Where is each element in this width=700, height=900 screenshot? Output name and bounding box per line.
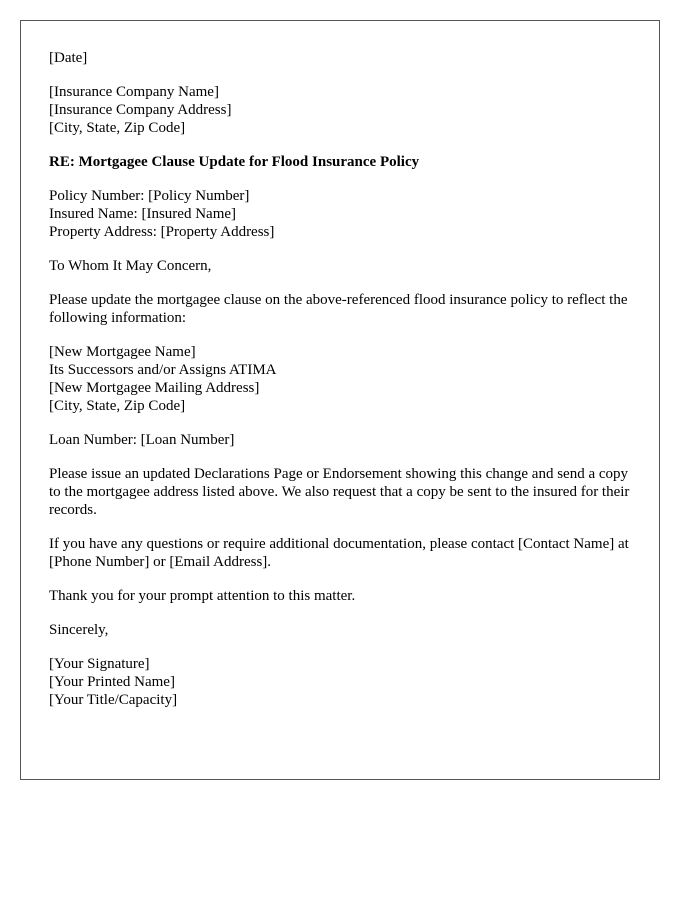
signature-placeholder: [Your Signature] <box>49 656 150 672</box>
closing-block <box>49 621 639 639</box>
subject-block <box>49 153 639 171</box>
mortgagee-successors: Its Successors and/or Assigns ATIMA <box>49 362 277 378</box>
signature-block <box>49 655 639 709</box>
date-block <box>49 49 639 67</box>
mortgagee-block <box>49 343 639 415</box>
salutation-block <box>49 257 639 275</box>
loan-number: Loan Number: [Loan Number] <box>49 432 235 448</box>
contact-paragraph-block <box>49 535 639 571</box>
letter-body <box>49 49 639 725</box>
closing: Sincerely, <box>49 622 109 638</box>
mortgagee-city-state-zip: [City, State, Zip Code] <box>49 398 186 414</box>
policy-details <box>49 187 639 241</box>
intro-paragraph: Please update the mortgagee clause on the above-referenced flood insurance policy to reflect the following information: <box>49 292 628 326</box>
letter-date: [Date] <box>49 50 88 66</box>
mortgagee-name: [New Mortgagee Name] <box>49 344 196 360</box>
recipient-company-address: [Insurance Company Address] <box>49 102 232 118</box>
subject-line: RE: Mortgagee Clause Update for Flood Insurance Policy <box>49 154 420 170</box>
recipient-city-state-zip: [City, State, Zip Code] <box>49 120 186 136</box>
letter-page <box>20 20 660 780</box>
loan-number-block <box>49 431 639 449</box>
salutation: To Whom It May Concern, <box>49 258 212 274</box>
intro-paragraph-block <box>49 291 639 327</box>
recipient-company-name: [Insurance Company Name] <box>49 84 219 100</box>
mortgagee-mailing-address: [New Mortgagee Mailing Address] <box>49 380 260 396</box>
request-paragraph: Please issue an updated Declarations Page or Endorsement showing this change and send a copy to the mortgagee address listed above. We also request that a copy be sent to the insured for their records. <box>49 466 630 518</box>
contact-paragraph: If you have any questions or require additional documentation, please contact [Contact Name] at [Phone Number] or [Email Address]. <box>49 536 629 570</box>
recipient-address <box>49 83 639 137</box>
printed-name: [Your Printed Name] <box>49 674 175 690</box>
thanks-block <box>49 587 639 605</box>
policy-number: Policy Number: [Policy Number] <box>49 188 250 204</box>
insured-name: Insured Name: [Insured Name] <box>49 206 237 222</box>
thanks-line: Thank you for your prompt attention to this matter. <box>49 588 356 604</box>
request-paragraph-block <box>49 465 639 519</box>
property-address: Property Address: [Property Address] <box>49 224 275 240</box>
title-capacity: [Your Title/Capacity] <box>49 692 178 708</box>
